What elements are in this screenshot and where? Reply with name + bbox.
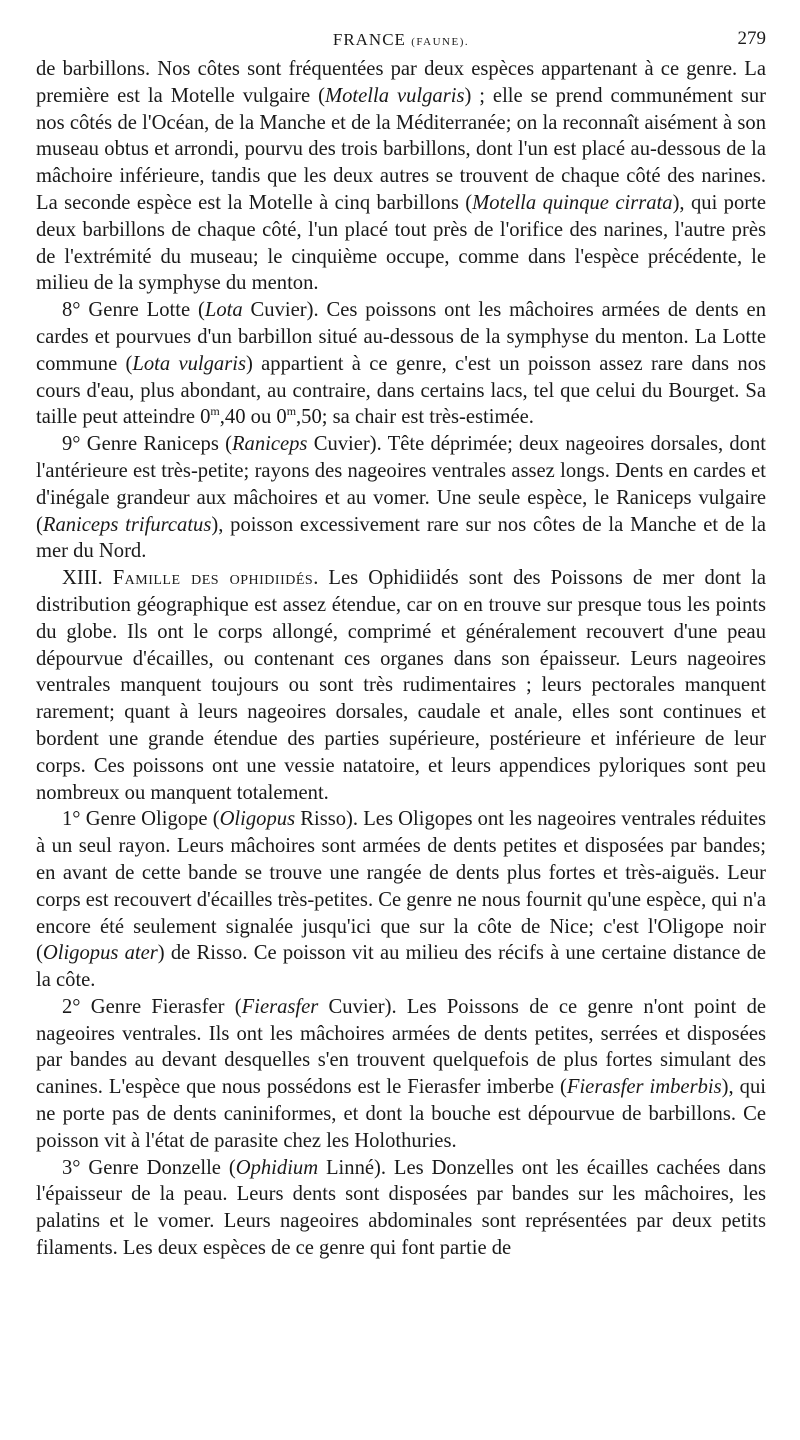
text-run: de barbillons. Nos côtes sont fréquentées par deux espèces appartenant à ce genre. La première est la Motelle vulgaire (: [36, 58, 766, 107]
text-run: ), poisson excessivement rare sur nos côtes de la Manche et de la mer du Nord.: [36, 513, 766, 563]
italic-term: Lota vulgaris: [132, 352, 246, 375]
family-heading: Famille des ophidiidés: [112, 567, 314, 590]
text-run: 8° Genre Lotte (: [62, 299, 205, 322]
text-run: 3° Genre Donzelle (: [62, 1156, 236, 1179]
italic-term: Fierasfer imberbis: [566, 1076, 722, 1099]
text-run: . Les Ophidiidés sont des Poissons de mer dont la distribution géographique est assez étendue, car on en trouve sur presque tous les points du globe. Ils ont le corps allongé, comprimé et généralement recouvert d'une peau dépourvue d'écailles, ou contenant ces organes dans son épaisseur. Leurs nageoires ventrales manquent toujours ou sont très rudimentaires ; leurs pectorales manquent rarement; quant à leurs nageoires dorsales, caudale et anale, elles sont continues et bordent une grande étendue des parties supérieure, postérieure et inférieure de leur corps. Ces poissons ont une vessie natatoire, et leurs appendices pyloriques sont peu nombreux ou manquent totalement.: [36, 567, 766, 804]
text-run: ) de Risso. Ce poisson vit au milieu des récifs à une certaine distance de la côte.: [36, 942, 767, 992]
text-run: Cuvier). Tête déprimée; deux nageoires dorsales, dont l'antérieure est très-petite; rayons des nageoires ventrales assez longs. Dents en cardes et d'inégale grandeur aux mâchoires et au vomer. Une seule espèce, le Raniceps vulgaire (: [36, 433, 766, 536]
unit-superscript: m: [210, 404, 220, 419]
paragraph-genre-raniceps: [36, 431, 766, 565]
text-run: ), qui ne porte pas de dents caniniformes, et dont la bouche est dépourvue de barbillons. Ce poisson vit à l'état de parasite chez les Holothuries.: [36, 1076, 766, 1152]
paragraph-famille-ophidiides: [36, 565, 766, 806]
text-run: ) appartient à ce genre, c'est un poisson assez rare dans nos cours d'eau, plus abondant, au contraire, dans certains lacs, tel que celui du Bourget. Sa taille peut atteindre 0: [36, 352, 766, 429]
text-run: 1° Genre Oligope (: [62, 808, 220, 831]
italic-term: Fierasfer: [241, 995, 319, 1018]
running-title-subtitle: (FAUNE).: [411, 36, 470, 48]
page-number: 279: [737, 28, 766, 49]
italic-term: Ophidium: [235, 1156, 319, 1179]
italic-term: Lota: [204, 299, 243, 322]
text-run: Linné). Les Donzelles ont les écailles cachées dans l'épaisseur de la peau. Leurs dents sont disposées par bandes sur les mâchoires, les palatins et le vomer. Leurs nageoires abdominales sont représentées par deux petits filaments. Les deux espèces de ce genre qui font partie de: [36, 1156, 766, 1260]
text-run: ), qui porte deux barbillons de chaque côté, l'un placé tout près de l'orifice des narines, l'autre près de l'extrémité du museau; le cinquième occupe, comme dans l'espèce précédente, le milieu de la symphyse du menton.: [36, 191, 766, 295]
paragraph-genre-donzelle: [36, 1155, 766, 1262]
text-run: 2° Genre Fierasfer (: [62, 995, 242, 1018]
running-title-main: FRANCE: [332, 30, 406, 49]
paragraph-genre-oligope: [36, 806, 766, 994]
text-run: Cuvier). Les Poissons de ce genre n'ont point de nageoires ventrales. Ils ont les mâchoires armées de dents petites, serrées et disposées par bandes au devant desquelles s'en trouvent quelquefois de plus fortes simulant des canines. L'espèce que nous possédons est le Fierasfer imberbe (: [36, 995, 767, 1099]
paragraph-motelle-continuation: [36, 56, 766, 297]
italic-term: Raniceps: [231, 433, 308, 456]
text-run: 9° Genre Raniceps (: [62, 433, 232, 456]
text-run: Risso). Les Oligopes ont les nageoires ventrales réduites à un seul rayon. Leurs mâchoires sont armées de dents petites et disposées par bandes; en avant de cette bande se trouve une rangée de dents plus fortes et très-aiguës. Leur corps est recouvert d'écailles très-petites. Ce genre ne nous fournit qu'une espèce, qui n'a encore été seulement signalée jusqu'ici que sur la côte de Nice; c'est l'Oligope noir (: [36, 808, 766, 965]
text-run: ,40 ou 0: [219, 406, 287, 429]
italic-term: Motella vulgaris: [324, 84, 465, 107]
unit-superscript: m: [286, 404, 297, 419]
body-text: [36, 56, 766, 1262]
italic-term: Raniceps trifurcatus: [42, 513, 212, 536]
italic-term: Oligopus ater: [42, 942, 158, 965]
text-run: ) ; elle se prend communément sur nos côtés de l'Océan, de la Manche et de la Méditerranée; on la reconnaît aisément à son museau obtus et arrondi, pourvu des trois barbillons, dont l'un est placé au-dessous de la mâchoire inférieure, tandis que les deux autres se trouvent de chaque côté des narines. La seconde espèce est la Motelle à cinq barbillons (: [36, 84, 766, 214]
text-run: ,50; sa chair est très-estimée.: [296, 406, 534, 429]
italic-term: Motella quinque cirrata: [472, 191, 673, 214]
text-run: XIII.: [62, 567, 113, 590]
italic-term: Oligopus: [219, 808, 296, 831]
text-run: Cuvier). Ces poissons ont les mâchoires armées de dents en cardes et pourvues d'un barbillon situé au-dessous de la symphyse du menton. La Lotte commune (: [36, 299, 766, 375]
running-title: [36, 30, 766, 50]
page: [36, 22, 766, 1262]
running-header: [36, 22, 766, 56]
paragraph-genre-fierasfer: [36, 994, 766, 1155]
paragraph-genre-lotte: [36, 297, 766, 431]
